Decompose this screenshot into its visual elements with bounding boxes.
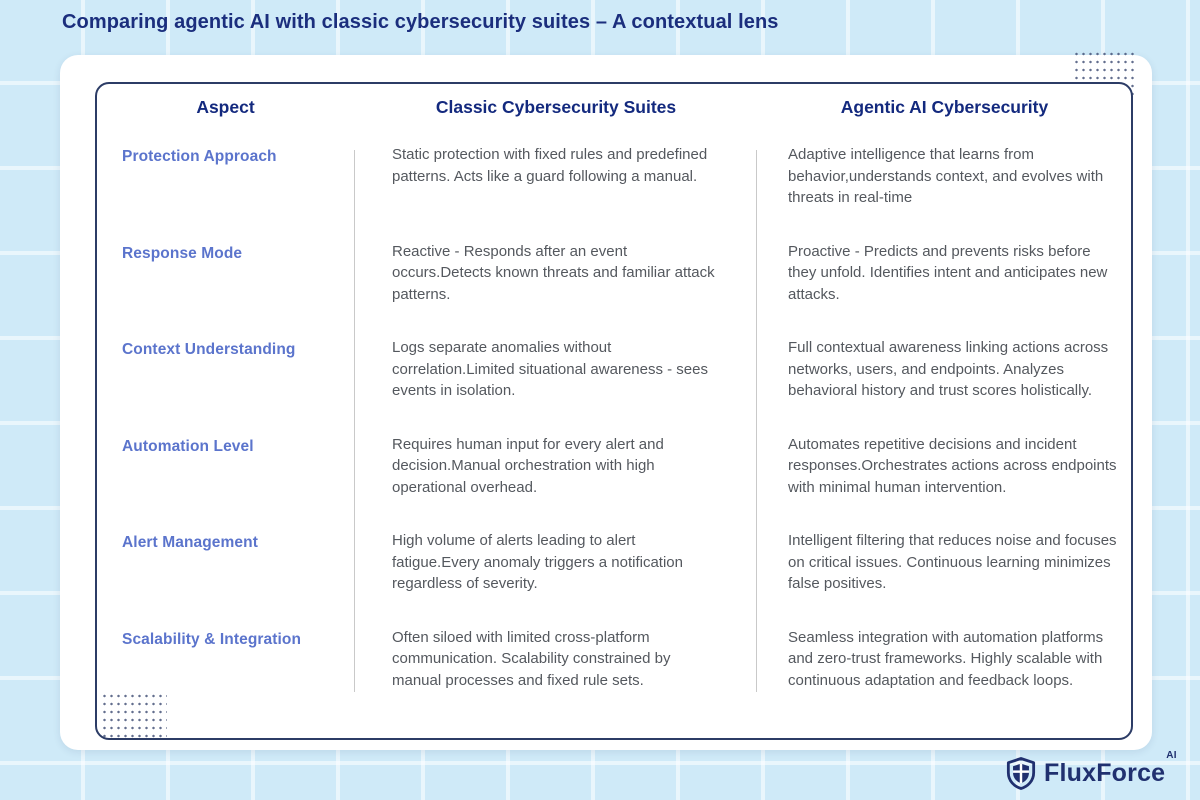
agentic-cell: Seamless integration with automation platforms and zero-trust frameworks. Highly scalable with continuous adaptation and feedback loops.: [788, 628, 1104, 689]
classic-cell: Often siloed with limited cross-platform communication. Scalability constrained by manual processes and fixed rule sets.: [392, 628, 671, 689]
classic-cell: Requires human input for every alert and decision.Manual orchestration with high operational overhead.: [392, 435, 664, 496]
agentic-cell: Automates repetitive decisions and incident responses.Orchestrates actions across endpoints with minimal human intervention.: [788, 435, 1117, 496]
shield-icon: [1006, 757, 1036, 790]
aspect-label: Context Understanding: [122, 341, 296, 358]
aspect-label: Alert Management: [122, 534, 258, 551]
classic-cell: High volume of alerts leading to alert fatigue.Every anomaly triggers a notification regardless of severity.: [392, 532, 683, 592]
aspect-label: Protection Approach: [122, 148, 277, 165]
table-row: [97, 335, 1131, 432]
column-header-classic: Classic Cybersecurity Suites: [435, 97, 677, 117]
agentic-cell: Full contextual awareness linking actions across networks, users, and endpoints. Analyzes behavioral history and trust scores holistically.: [788, 339, 1109, 399]
brand-name: FluxForce$^{AI}$: [1044, 750, 1177, 787]
column-header-aspect: Aspect: [196, 97, 255, 117]
page-title: Comparing agentic AI with classic cybersecurity suites – A contextual lens: [62, 11, 779, 33]
table-row: [97, 239, 1131, 336]
table-body: [97, 142, 1131, 721]
comparison-table: [95, 82, 1133, 740]
table-row: [97, 142, 1131, 239]
brand-suffix: AI: [1166, 750, 1177, 761]
table-header-row: [97, 84, 1131, 118]
agentic-cell: Proactive - Predicts and prevents risks before they unfold. Identifies intent and anticipates new attacks.: [788, 242, 1108, 303]
agentic-cell: Intelligent filtering that reduces noise and focuses on critical issues. Continuous learning minimizes false positives.: [788, 532, 1117, 592]
dot-grid-decoration-bottom: [101, 692, 167, 738]
column-header-agentic: Agentic AI Cybersecurity: [840, 97, 1049, 117]
brand-logo: [1006, 750, 1177, 790]
agentic-cell: Adaptive intelligence that learns from behavior,understands context, and evolves with threats in real-time: [788, 146, 1104, 206]
classic-cell: Static protection with fixed rules and predefined patterns. Acts like a guard following a manual.: [392, 146, 708, 185]
table-row: [97, 625, 1131, 722]
classic-cell: Logs separate anomalies without correlation.Limited situational awareness - sees events in isolation.: [392, 339, 708, 399]
table-row: [97, 528, 1131, 625]
aspect-label: Scalability & Integration: [122, 630, 302, 648]
aspect-label: Response Mode: [122, 244, 243, 262]
aspect-label: Automation Level: [122, 437, 254, 455]
classic-cell: Reactive - Responds after an event occurs.Detects known threats and familiar attack patterns.: [392, 242, 715, 303]
table-row: [97, 432, 1131, 529]
